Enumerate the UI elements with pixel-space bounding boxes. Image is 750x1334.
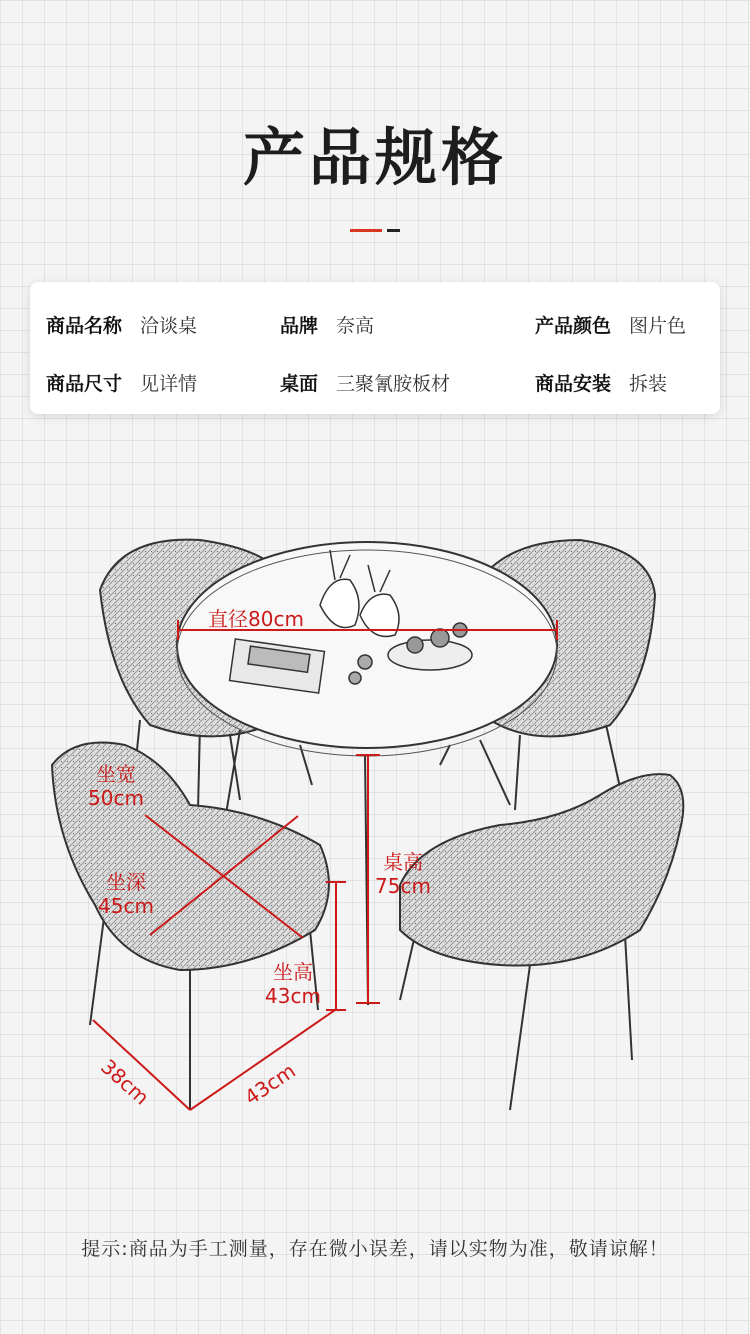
table-height-label: 桌高 75cm	[375, 850, 431, 898]
spec-item-tabletop	[280, 369, 450, 396]
spec-item-name	[46, 311, 197, 338]
spec-item-install	[535, 369, 667, 396]
spec-label: 桌面	[280, 373, 319, 395]
title-divider-dark	[387, 229, 400, 232]
chair-front-right	[400, 774, 683, 1110]
spec-value: 拆装	[629, 373, 668, 395]
diameter-label: 直径80cm	[208, 607, 304, 631]
base-width-label: 43cm	[240, 1058, 300, 1110]
spec-item-brand	[280, 311, 374, 338]
spec-item-color	[535, 311, 686, 338]
spec-label: 商品安装	[535, 373, 612, 395]
spec-label: 商品尺寸	[46, 373, 123, 395]
measurement-note: 提示:商品为手工测量，存在微小误差，请以实物为准，敬请谅解！	[81, 1238, 669, 1260]
spec-card	[30, 282, 720, 414]
page-title: 产品规格	[242, 121, 507, 194]
spec-value: 洽谈桌	[140, 315, 198, 337]
table-chairs-sketch	[0, 520, 750, 1130]
seat-height-label: 坐高 43cm	[265, 960, 321, 1008]
seat-depth-label: 坐深 45cm	[98, 870, 154, 918]
spec-value: 见详情	[140, 373, 198, 395]
seat-width-label: 坐宽 50cm	[88, 762, 144, 810]
spec-value: 奈高	[336, 315, 375, 337]
spec-label: 品牌	[280, 315, 319, 337]
spec-value: 三聚氰胺板材	[336, 373, 451, 395]
spec-value: 图片色	[629, 315, 687, 337]
spec-item-size	[46, 369, 197, 396]
base-depth-label: 38cm	[96, 1054, 154, 1110]
title-divider-accent	[350, 229, 382, 232]
spec-label: 商品名称	[46, 315, 123, 337]
product-illustration	[0, 520, 750, 1130]
spec-label: 产品颜色	[535, 315, 612, 337]
